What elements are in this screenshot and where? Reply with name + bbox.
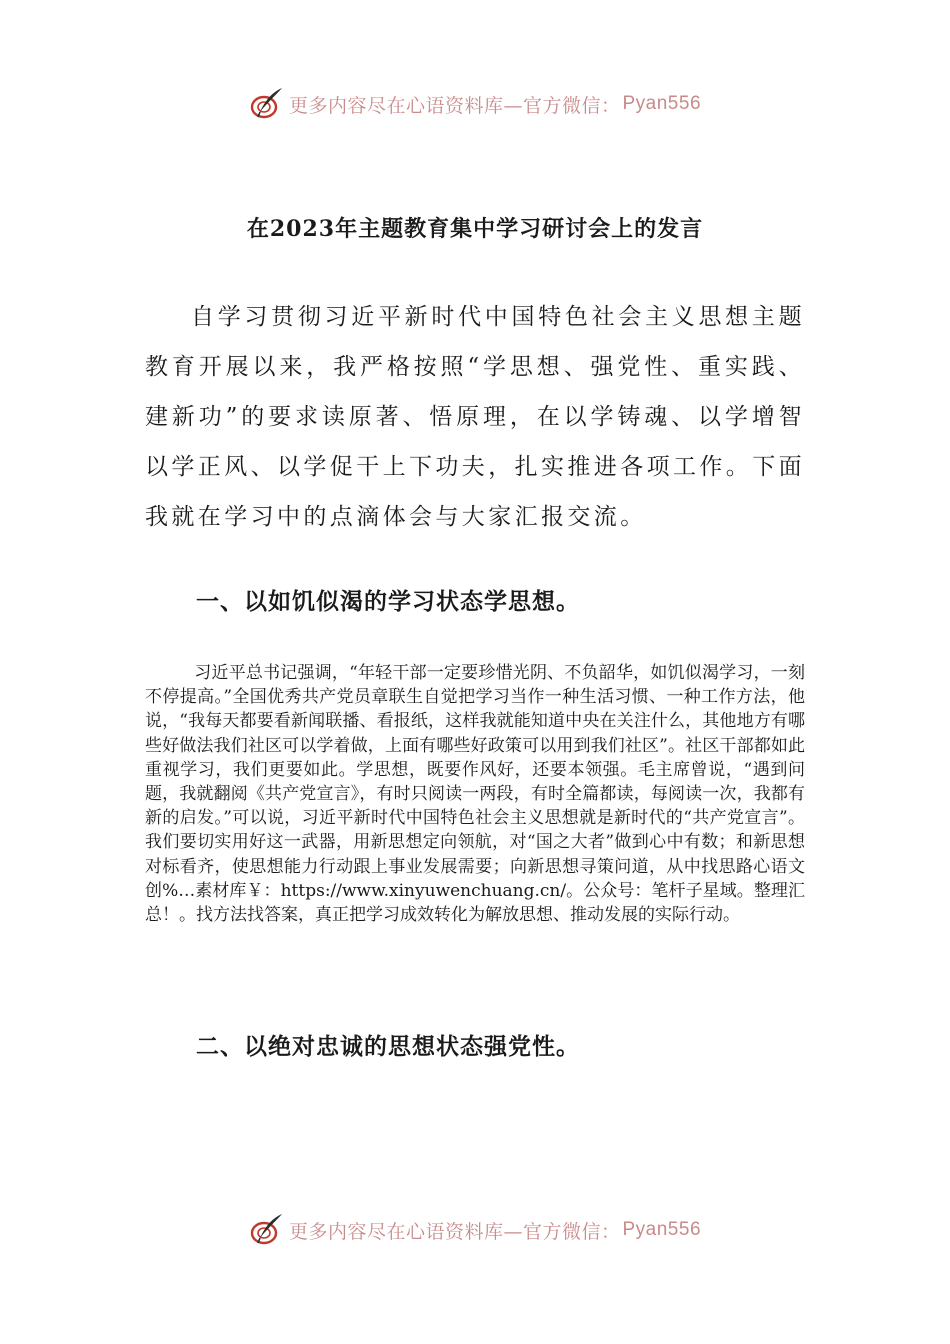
footer-watermark bbox=[0, 1210, 950, 1250]
quill-pen-logo-icon bbox=[249, 86, 285, 122]
section-2-heading: 二、以绝对忠诚的思想状态强党性。 bbox=[196, 1033, 580, 1060]
header-watermark bbox=[0, 84, 950, 124]
section-1-body: 习近平总书记强调，“年轻干部一定要珍惜光阴、不负韶华，如饥似渴学习，一刻不停提高。”全国优秀共产党员章联生自觉把学习当作一种生活习惯、一种工作方法，他说，“我每天都要看新闻联播、看报纸，这样我就能知道中央在关注什么，其他地方有哪些好做法我们社区可以学着做，上面有哪些好政策可以用到我们社区”。社区干部都如此重视学习，我们更要如此。学思想，既要作风好，还要本领强。毛主席曾说，“遇到问题，我就翻阅《共产党宣言》，有时只阅读一两段，有时全篇都读，每阅读一次，我都有新的启发。”可以说，习近平新时代中国特色社会主义思想就是新时代的“共产党宣言”。我们要切实用好这一武器，用新思想定向领航，对“国之大者”做到心中有数；和新思想对标看齐，使思想能力行动跟上事业发展需要；向新思想寻策问道，从中找思路心语文创%…素材库￥：https://www.xinyuwenchuang.cn/。公众号：笔杆子星域。整理汇总！。找方法找答案，真正把学习成效转化为解放思想、推动发展的实际行动。 bbox=[145, 663, 805, 926]
watermark-text: 更多内容尽在心语资料库—官方微信： bbox=[288, 94, 621, 117]
quill-pen-logo-icon bbox=[249, 1212, 285, 1248]
watermark-text: 更多内容尽在心语资料库—官方微信： bbox=[288, 1220, 621, 1243]
watermark-wechat-id: Pyan556 bbox=[622, 1219, 702, 1240]
watermark-wechat-id: Pyan556 bbox=[622, 93, 702, 114]
intro-paragraph: 自学习贯彻习近平新时代中国特色社会主义思想主题教育开展以来，我严格按照“学思想、强党性、重实践、建新功”的要求读原著、悟原理，在以学铸魂、以学增智以学正风、以学促干上下功夫，扎实推进各项工作。下面我就在学习中的点滴体会与大家汇报交流。 bbox=[145, 304, 805, 530]
document-title: 在2023年主题教育集中学习研讨会上的发言 bbox=[246, 216, 704, 242]
section-1-heading: 一、以如饥似渴的学习状态学思想。 bbox=[196, 588, 580, 615]
